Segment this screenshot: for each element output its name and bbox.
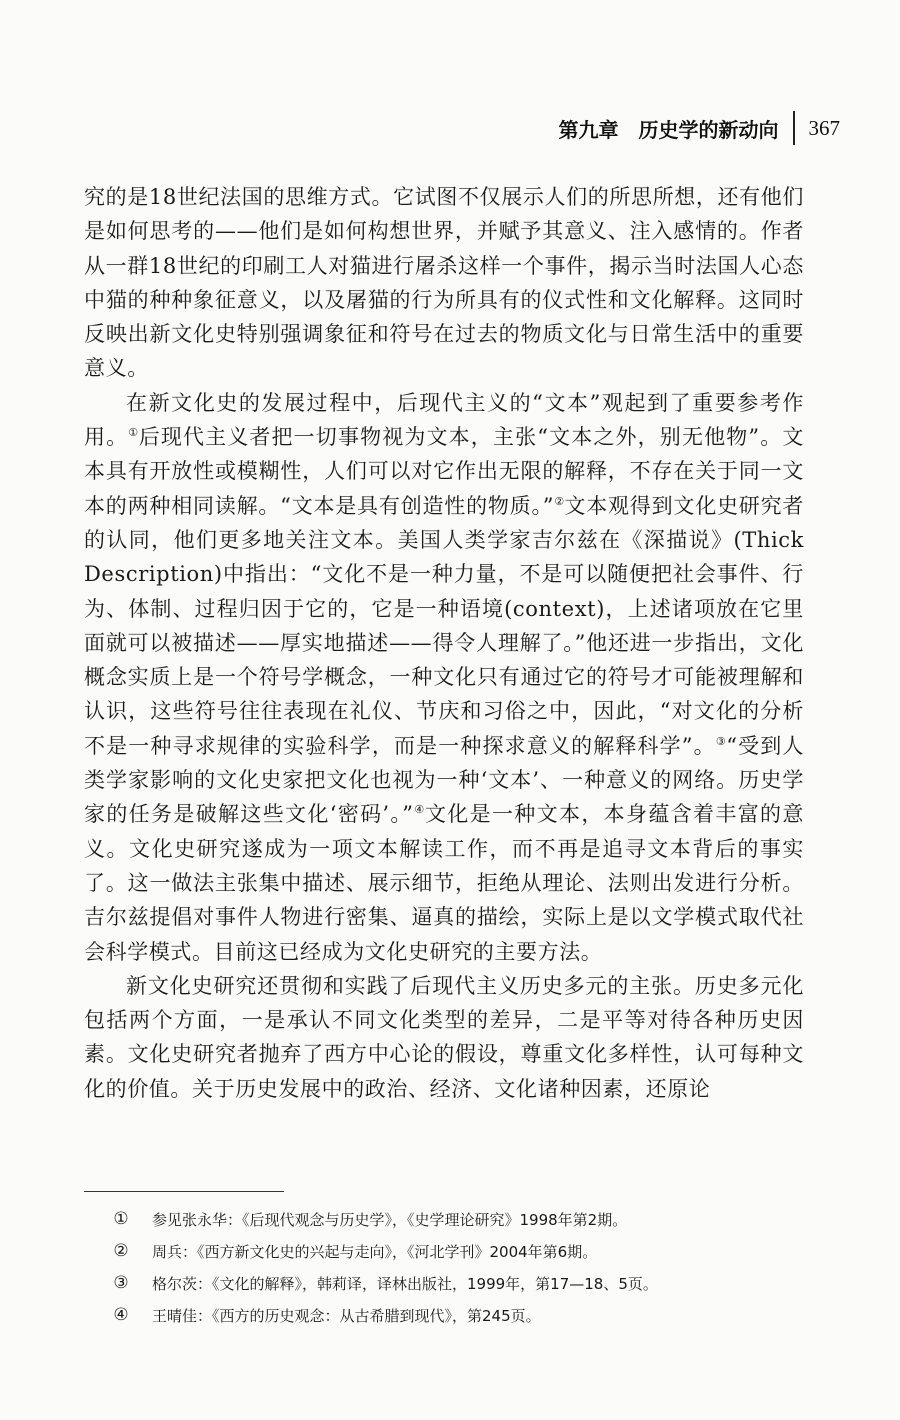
footnote-text: 王晴佳：《西方的历史观念：从古希腊到现代》，第245页。 (152, 1306, 541, 1325)
footnote-reference[interactable]: ① (128, 426, 139, 440)
chapter-label: 第九章 (558, 117, 619, 142)
paragraph-text: 究的是18世纪法国的思维方式。它试图不仅展示人们的所思所想，还有他们是如何思考的——他们是如何构想世界，并赋予其意义、注入感情的。作者从一群18世纪的印刷工人对猫进行屠杀这样一个事件，揭示当时法国人心态中猫的种种象征意义，以及屠猫的行为所具有的仪式性和文化解释。这同时反映出新文化史特别强调象征和符号在过去的物质文化与日常生活中的重要意义。 (84, 185, 804, 381)
header-divider (793, 111, 795, 145)
body-text (84, 180, 804, 1106)
footnotes (84, 1203, 804, 1331)
footnote-text: 参见张永华：《后现代观念与历史学》，《史学理论研究》1998年第2期。 (152, 1210, 628, 1229)
footnote-marker: ④ (113, 1305, 129, 1325)
footnote-reference[interactable]: ④ (413, 803, 425, 817)
body-paragraph (84, 386, 804, 969)
footnote-marker: ① (113, 1209, 129, 1229)
running-head (559, 108, 841, 148)
footnote-marker: ③ (113, 1273, 129, 1293)
footnote-item (84, 1299, 804, 1331)
paragraph-text: 文化是一种文本，本身蕴含着丰富的意义。文化史研究遂成为一项文本解读工作，而不再是追寻文本背后的事实了。这一做法主张集中描述、展示细节，拒绝从理论、法则出发进行分析。吉尔兹提倡对事件人物进行密集、逼真的描绘，实际上是以文学模式取代社会科学模式。目前这已经成为文化史研究的主要方法。 (84, 802, 804, 964)
body-paragraph (84, 180, 804, 386)
body-paragraph (84, 969, 804, 1106)
footnote-text: 周兵：《西方新文化史的兴起与走向》，《河北学刊》2004年第6期。 (152, 1242, 598, 1261)
footnote-item (84, 1267, 804, 1299)
footnote-marker: ② (113, 1241, 129, 1261)
footnote-reference[interactable]: ③ (715, 734, 727, 748)
paragraph-text: 后现代主义者把一切事物视为文本，主张“文本之外，别无他物”。文本具有开放性或模糊性，人们可以对它作出无限的解释，不存在关于同一文本的两种相同读解。“文本是具有创造性的物质。” (84, 425, 804, 518)
page-number: 367 (808, 115, 840, 140)
paragraph-text: 新文化史研究还贯彻和实践了后现代主义历史多元的主张。历史多元化包括两个方面，一是承认不同文化类型的差异，二是平等对待各种历史因素。文化史研究者抛弃了西方中心论的假设，尊重文化多样性，认可每种文化的价值。关于历史发展中的政治、经济、文化诸种因素，还原论 (84, 973, 804, 1101)
paragraph-text: 在新文化史的发展过程中，后现代主义的“文本”观起到了重要参考作用。 (84, 390, 804, 450)
footnote-rule (84, 1191, 284, 1192)
footnote-item (84, 1203, 804, 1235)
paragraph-text: 文本观得到文化史研究者的认同，他们更多地关注文本。美国人类学家吉尔兹在《深描说》(Thick Description)中指出：“文化不是一种力量，不是可以随便把社会事件、行为、体制、过程归因于它的，它是一种语境(context)，上述诸项放在它里面就可以被描述——厚实地描述——得令人理解了。”他还进一步指出，文化概念实质上是一个符号学概念，一种文化只有通过它的符号才可能被理解和认识，这些符号往往表现在礼仪、节庆和习俗之中，因此，“对文化的分析不是一种寻求规律的实验科学，而是一种探求意义的解释科学”。 (84, 493, 804, 758)
chapter-title: 历史学的新动向 (638, 117, 779, 142)
footnote-reference[interactable]: ② (554, 494, 565, 508)
footnote-text: 格尔茨：《文化的解释》，韩莉译，译林出版社，1999年，第17—18、5页。 (152, 1274, 658, 1293)
paragraph-text: “受到人类学家影响的文化史家把文化也视为一种‘文本’、一种意义的网络。历史学家的任务是破解这些文化‘密码’。” (84, 733, 804, 827)
footnote-item (84, 1235, 804, 1267)
